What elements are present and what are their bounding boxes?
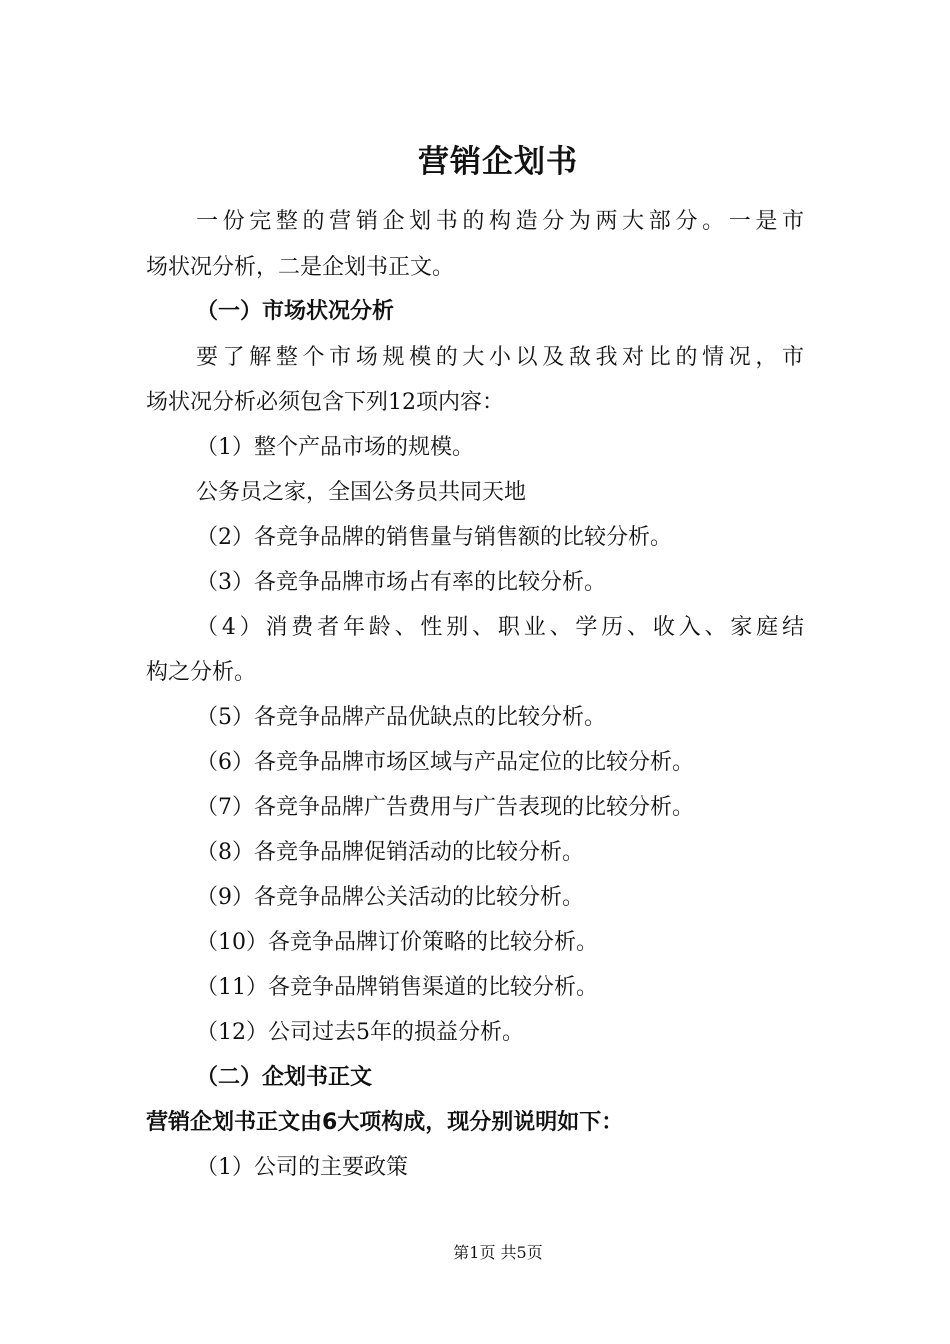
list-item-5: （5）各竞争品牌产品优缺点的比较分析。	[196, 705, 606, 730]
list-item-4: （4）消费者年龄、性别、职业、学历、收入、家庭结	[196, 615, 804, 640]
list-item-7: （7）各竞争品牌广告费用与广告表现的比较分析。	[196, 795, 694, 820]
list-item-1: （1）整个产品市场的规模。	[196, 435, 474, 460]
list-item-12: （12）公司过去5年的损益分析。	[196, 1020, 524, 1045]
list-item-10: （10）各竞争品牌订价策略的比较分析。	[196, 930, 598, 955]
list-item-8: （8）各竞争品牌促销活动的比较分析。	[196, 840, 584, 865]
paragraph-line-3: 要了解整个市场规模的大小以及敌我对比的情况，市	[196, 345, 804, 370]
section-heading-2: （二）企划书正文	[196, 1065, 373, 1090]
paragraph-line-2: 场状况分析，二是企划书正文。	[146, 255, 455, 280]
policy-item-1: （1）公司的主要政策	[196, 1155, 408, 1180]
paragraph-line-1: 一份完整的营销企划书的构造分为两大部分。一是市	[196, 209, 804, 234]
section-heading-1: （一）市场状况分析	[196, 299, 395, 324]
list-item-11: （11）各竞争品牌销售渠道的比较分析。	[196, 975, 598, 1000]
list-item-3: （3）各竞争品牌市场占有率的比较分析。	[196, 570, 606, 595]
inserted-line: 公务员之家，全国公务员共同天地	[196, 480, 527, 505]
bold-intro-line: 营销企划书正文由6大项构成，现分别说明如下：	[146, 1110, 624, 1135]
list-item-6: （6）各竞争品牌市场区域与产品定位的比较分析。	[196, 750, 694, 775]
paragraph-line-4: 场状况分析必须包含下列12项内容：	[146, 390, 504, 415]
list-item-4-continued: 构之分析。	[146, 660, 257, 685]
page-footer: 第1页 共5页	[453, 1243, 543, 1262]
list-item-9: （9）各竞争品牌公关活动的比较分析。	[196, 885, 584, 910]
list-item-2: （2）各竞争品牌的销售量与销售额的比较分析。	[196, 525, 672, 550]
document-title: 营销企划书	[418, 144, 578, 180]
